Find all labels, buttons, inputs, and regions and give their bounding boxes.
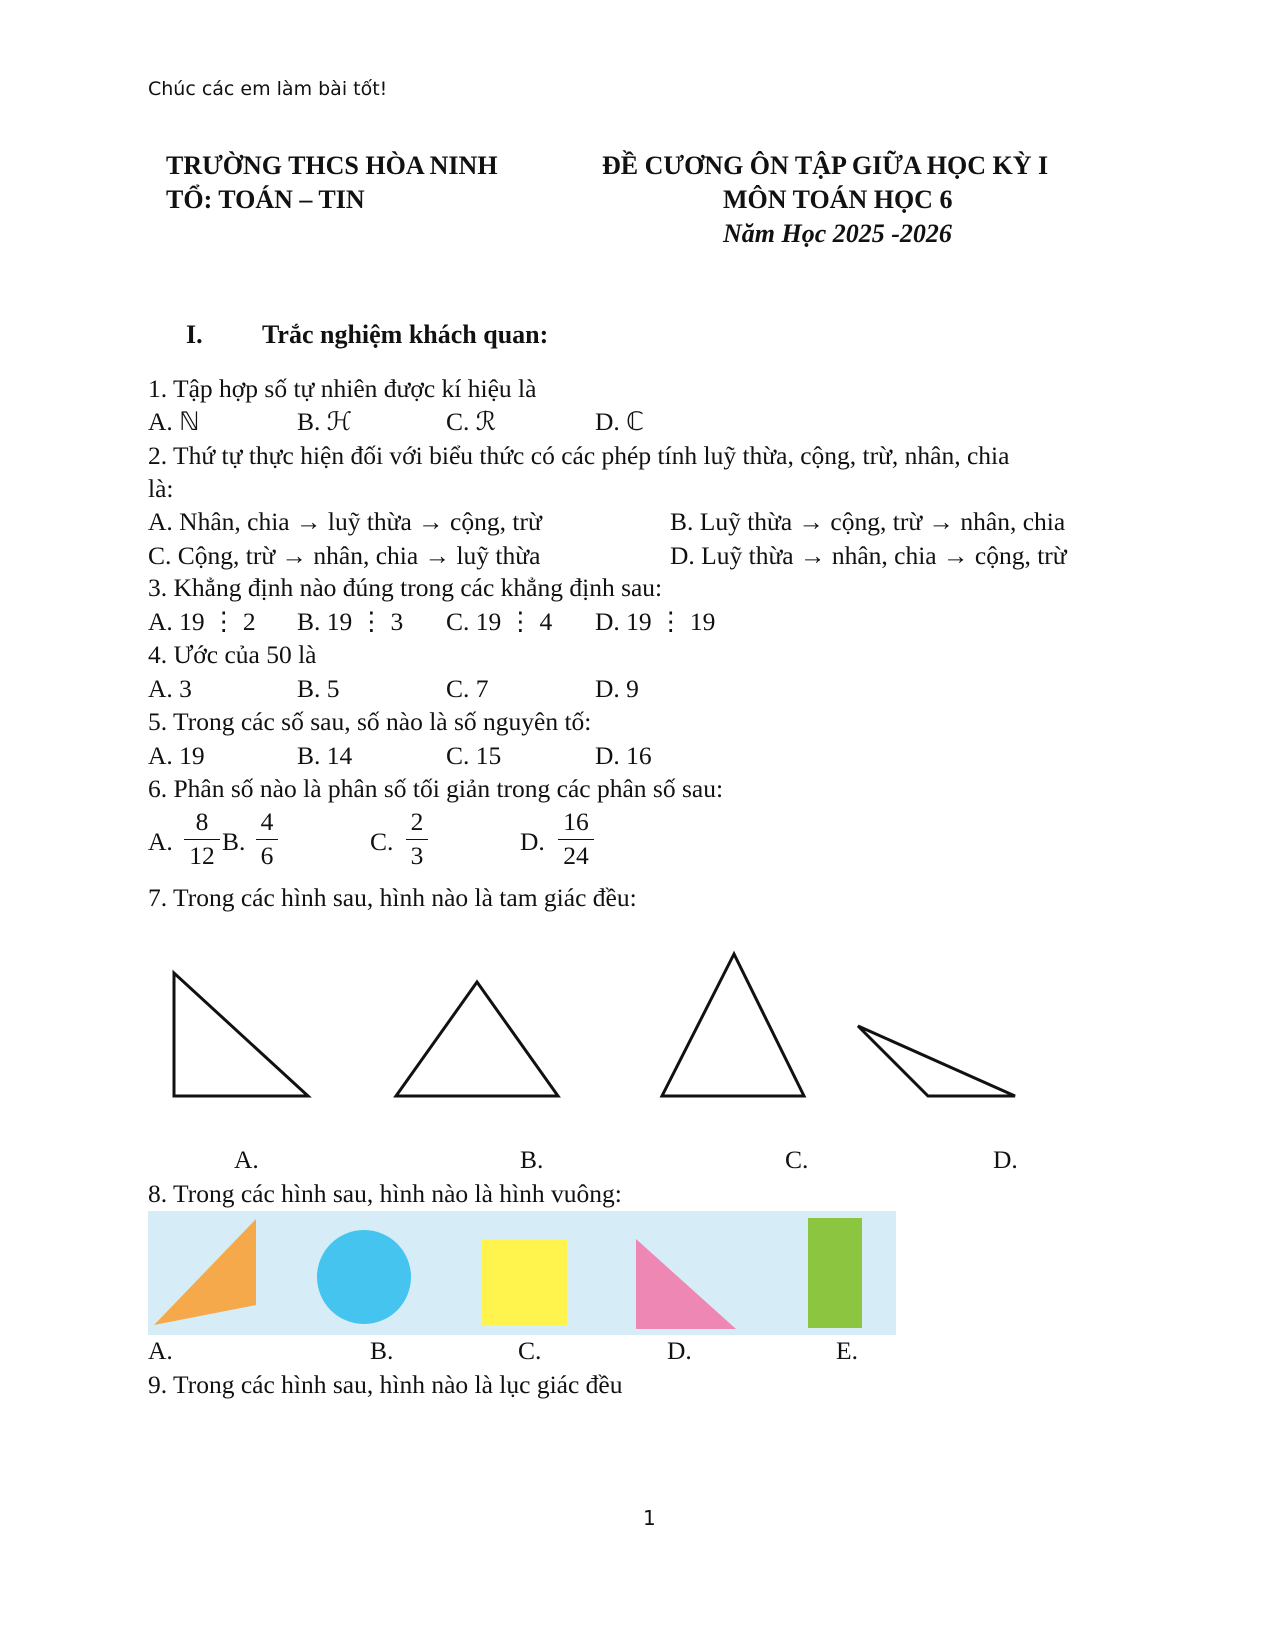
question-9: 9. Trong các hình sau, hình nào là lục giác đều (148, 1370, 623, 1399)
question-4: 4. Ước của 50 là (148, 640, 317, 669)
q2-option-c: C. Cộng, trừ → nhân, chia → luỹ thừa (148, 541, 541, 570)
q2-option-b: B. Luỹ thừa → cộng, trừ → nhân, chia (670, 507, 1066, 536)
q8-label-e: E. (836, 1336, 858, 1365)
section-number: I. (186, 320, 203, 349)
document-title: ĐỀ CƯƠNG ÔN TẬP GIỮA HỌC KỲ I (602, 151, 1049, 180)
blue-circle-shape (317, 1230, 411, 1324)
q6-fraction-a-numerator: 8 (195, 807, 209, 836)
q2-option-d: D. Luỹ thừa → nhân, chia → cộng, trừ (670, 541, 1067, 570)
q7-label-a: A. (234, 1145, 259, 1174)
q3-option-a: A. 19 ⋮ 2 (148, 607, 256, 636)
question-6: 6. Phân số nào là phân số tối giản trong các phân số sau: (148, 774, 724, 803)
q6-fraction-d-denominator: 24 (563, 841, 589, 870)
q5-option-c: C. 15 (446, 741, 502, 770)
greeting-text: Chúc các em làm bài tốt! (148, 78, 388, 100)
fraction-bar (256, 839, 278, 840)
school-year: Năm Học 2025 -2026 (723, 219, 952, 248)
q8-label-d: D. (667, 1336, 692, 1365)
section-title: Trắc nghiệm khách quan: (262, 320, 549, 349)
q6-option-d-label: D. (520, 827, 545, 856)
q5-option-a: A. 19 (148, 741, 205, 770)
q2-option-a: A. Nhân, chia → luỹ thừa → cộng, trừ (148, 507, 542, 536)
q8-label-c: C. (518, 1336, 542, 1365)
fraction-bar (558, 839, 594, 840)
q8-label-b: B. (370, 1336, 394, 1365)
equilateral-triangle-c (662, 954, 804, 1096)
question-2-continued: là: (148, 474, 174, 503)
question-5: 5. Trong các số sau, số nào là số nguyên tố: (148, 707, 592, 736)
q6-fraction-b-numerator: 4 (260, 807, 274, 836)
q6-fraction-b-denominator: 6 (260, 841, 274, 870)
q3-option-c: C. 19 ⋮ 4 (446, 607, 553, 636)
q6-fraction-d-numerator: 16 (563, 807, 589, 836)
q5-option-b: B. 14 (297, 741, 353, 770)
q6-fraction-b (256, 808, 278, 870)
q1-option-b: B. ℋ (297, 407, 352, 436)
q6-fraction-d (558, 808, 594, 870)
department-name: TỔ: TOÁN – TIN (166, 185, 365, 214)
q4-option-b: B. 5 (297, 674, 340, 703)
q7-label-c: C. (785, 1145, 809, 1174)
q4-option-a: A. 3 (148, 674, 192, 703)
q6-fraction-a-denominator: 12 (189, 841, 215, 870)
fraction-bar (184, 839, 220, 840)
question-2: 2. Thứ tự thực hiện đối với biểu thức có các phép tính luỹ thừa, cộng, trừ, nhân, chia (148, 441, 1010, 470)
triangle-b (396, 982, 558, 1096)
q6-fraction-c-denominator: 3 (410, 841, 424, 870)
right-triangle-a (174, 973, 308, 1096)
q6-fraction-c-numerator: 2 (410, 807, 424, 836)
fraction-bar (406, 839, 428, 840)
q8-shapes-figure (148, 1211, 896, 1335)
q3-option-b: B. 19 ⋮ 3 (297, 607, 404, 636)
q7-label-d: D. (993, 1145, 1018, 1174)
q1-option-d: D. ℂ (595, 407, 644, 436)
q6-option-a-label: A. (148, 827, 173, 856)
q4-option-c: C. 7 (446, 674, 489, 703)
question-8: 8. Trong các hình sau, hình nào là hình vuông: (148, 1179, 622, 1208)
q7-triangles-figure (160, 945, 1030, 1105)
green-rectangle-shape (808, 1218, 862, 1328)
page-number: 1 (643, 1506, 656, 1530)
yellow-square-shape (482, 1240, 567, 1325)
q1-option-a: A. ℕ (148, 407, 200, 436)
q4-option-d: D. 9 (595, 674, 639, 703)
q7-label-b: B. (520, 1145, 544, 1174)
q8-label-a: A. (148, 1336, 173, 1365)
q3-option-d: D. 19 ⋮ 19 (595, 607, 716, 636)
question-3: 3. Khẳng định nào đúng trong các khẳng định sau: (148, 573, 663, 602)
q6-option-c-label: C. (370, 827, 394, 856)
q6-fraction-c (406, 808, 428, 870)
question-1: 1. Tập hợp số tự nhiên được kí hiệu là (148, 374, 537, 403)
subject-title: MÔN TOÁN HỌC 6 (723, 185, 953, 214)
question-7: 7. Trong các hình sau, hình nào là tam giác đều: (148, 883, 637, 912)
q6-fraction-a (184, 808, 220, 870)
obtuse-triangle-d (858, 1026, 1015, 1096)
q6-option-b-label: B. (222, 827, 246, 856)
q5-option-d: D. 16 (595, 741, 652, 770)
school-name: TRƯỜNG THCS HÒA NINH (166, 151, 498, 180)
q1-option-c: C. ℛ (446, 407, 497, 436)
